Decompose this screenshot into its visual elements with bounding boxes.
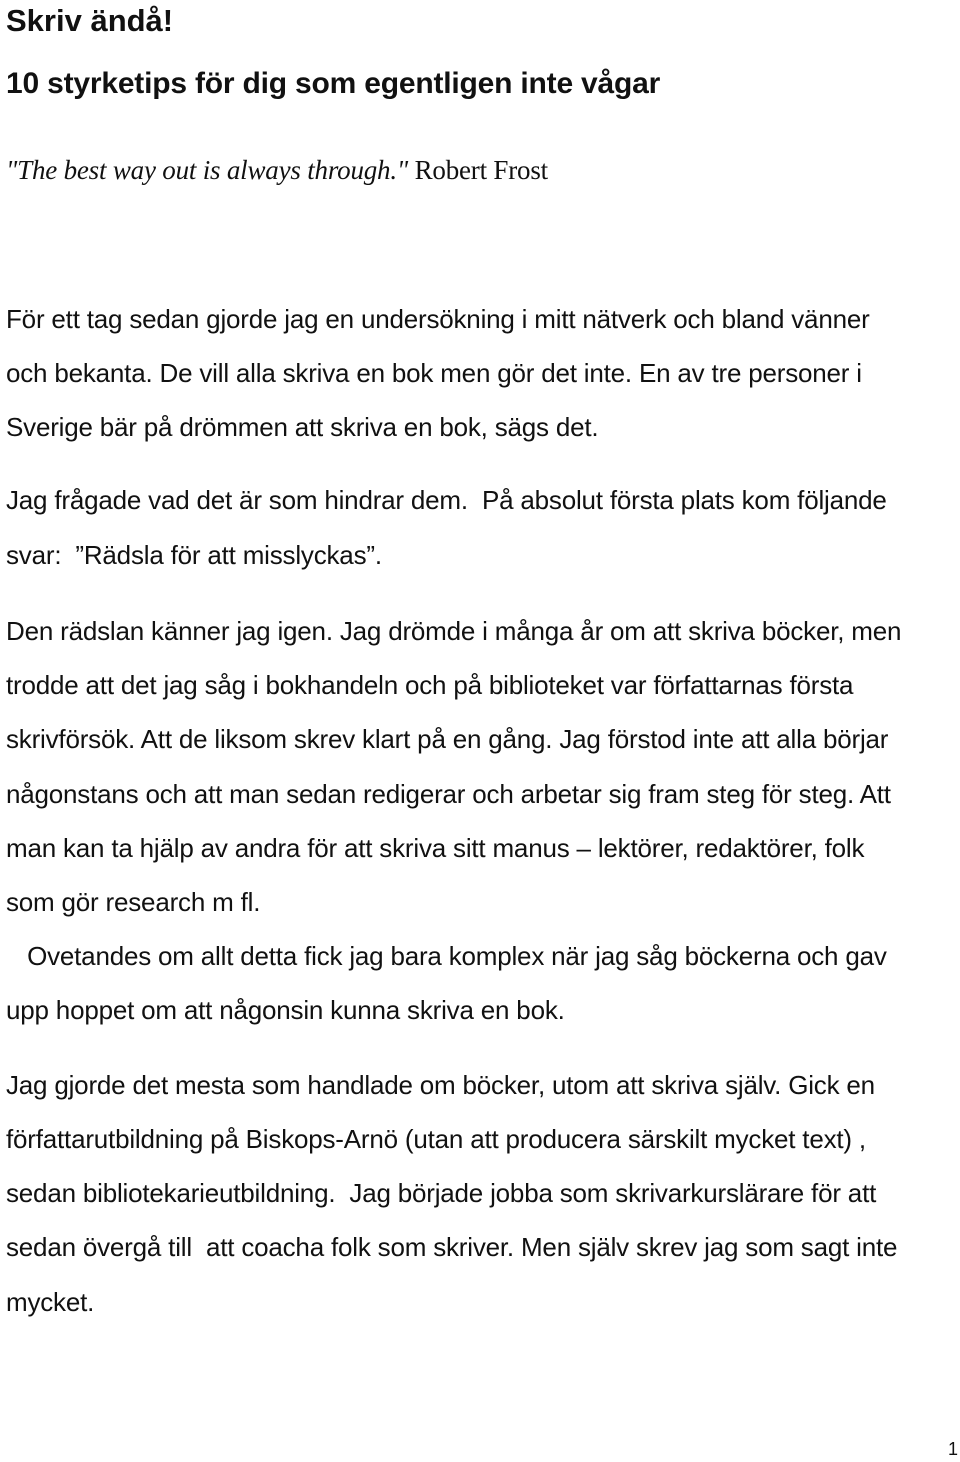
body-line: Ovetandes om allt detta fick jag bara komplex när jag såg böckerna och gav xyxy=(6,941,887,971)
body-line: som gör research m fl. xyxy=(6,887,261,917)
body-line xyxy=(6,357,862,389)
body-line: svar: ”Rädsla för att misslyckas”. xyxy=(6,540,382,570)
epigraph-quote: "The best way out is always through." xyxy=(6,155,409,185)
body-line: man kan ta hjälp av andra för att skriva sitt manus – lektörer, redaktörer, folk xyxy=(6,833,865,863)
epigraph-author: Robert Frost xyxy=(408,155,548,185)
body-line: Jag gjorde det mesta som handlade om böcker, utom att skriva själv. Gick en xyxy=(6,1070,875,1100)
page-number: 1 xyxy=(948,1439,959,1459)
body-line: För ett tag sedan gjorde jag en undersökning i mitt nätverk och bland vänner xyxy=(6,304,870,334)
body-line: mycket. xyxy=(6,1287,95,1317)
document-title: Skriv ändå! xyxy=(6,3,174,38)
body-line: Den rädslan känner jag igen. Jag drömde i många år om att skriva böcker, men xyxy=(6,616,902,646)
body-line: författarutbildning på Biskops-Arnö (utan att producera särskilt mycket text) , xyxy=(6,1124,866,1154)
document-subtitle: 10 styrketips för dig som egentligen inte vågar xyxy=(6,67,661,100)
body-line-segment: En av tre personer i xyxy=(638,358,862,388)
body-line: upp hoppet om att någonsin kunna skriva en bok. xyxy=(6,995,565,1025)
body-line-part xyxy=(6,358,862,388)
epigraph xyxy=(6,154,548,186)
body-line-segment: och bekanta. De vill alla skriva en bok men gör det inte. xyxy=(6,358,639,388)
body-line: skrivförsök. Att de liksom skrev klart på en gång. Jag förstod inte att alla börjar xyxy=(6,724,889,754)
body-line: trodde att det jag såg i bokhandeln och på biblioteket var författarnas första xyxy=(6,670,854,700)
body-line: sedan bibliotekarieutbildning. Jag började jobba som skrivarkurslärare för att xyxy=(6,1178,877,1208)
body-line: sedan övergå till att coacha folk som skriver. Men själv skrev jag som sagt inte xyxy=(6,1232,898,1262)
body-line: någonstans och att man sedan redigerar och arbetar sig fram steg för steg. Att xyxy=(6,779,891,809)
body-line: Jag frågade vad det är som hindrar dem. På absolut första plats kom följande xyxy=(6,485,887,515)
body-line: Sverige bär på drömmen att skriva en bok, sägs det. xyxy=(6,412,599,442)
